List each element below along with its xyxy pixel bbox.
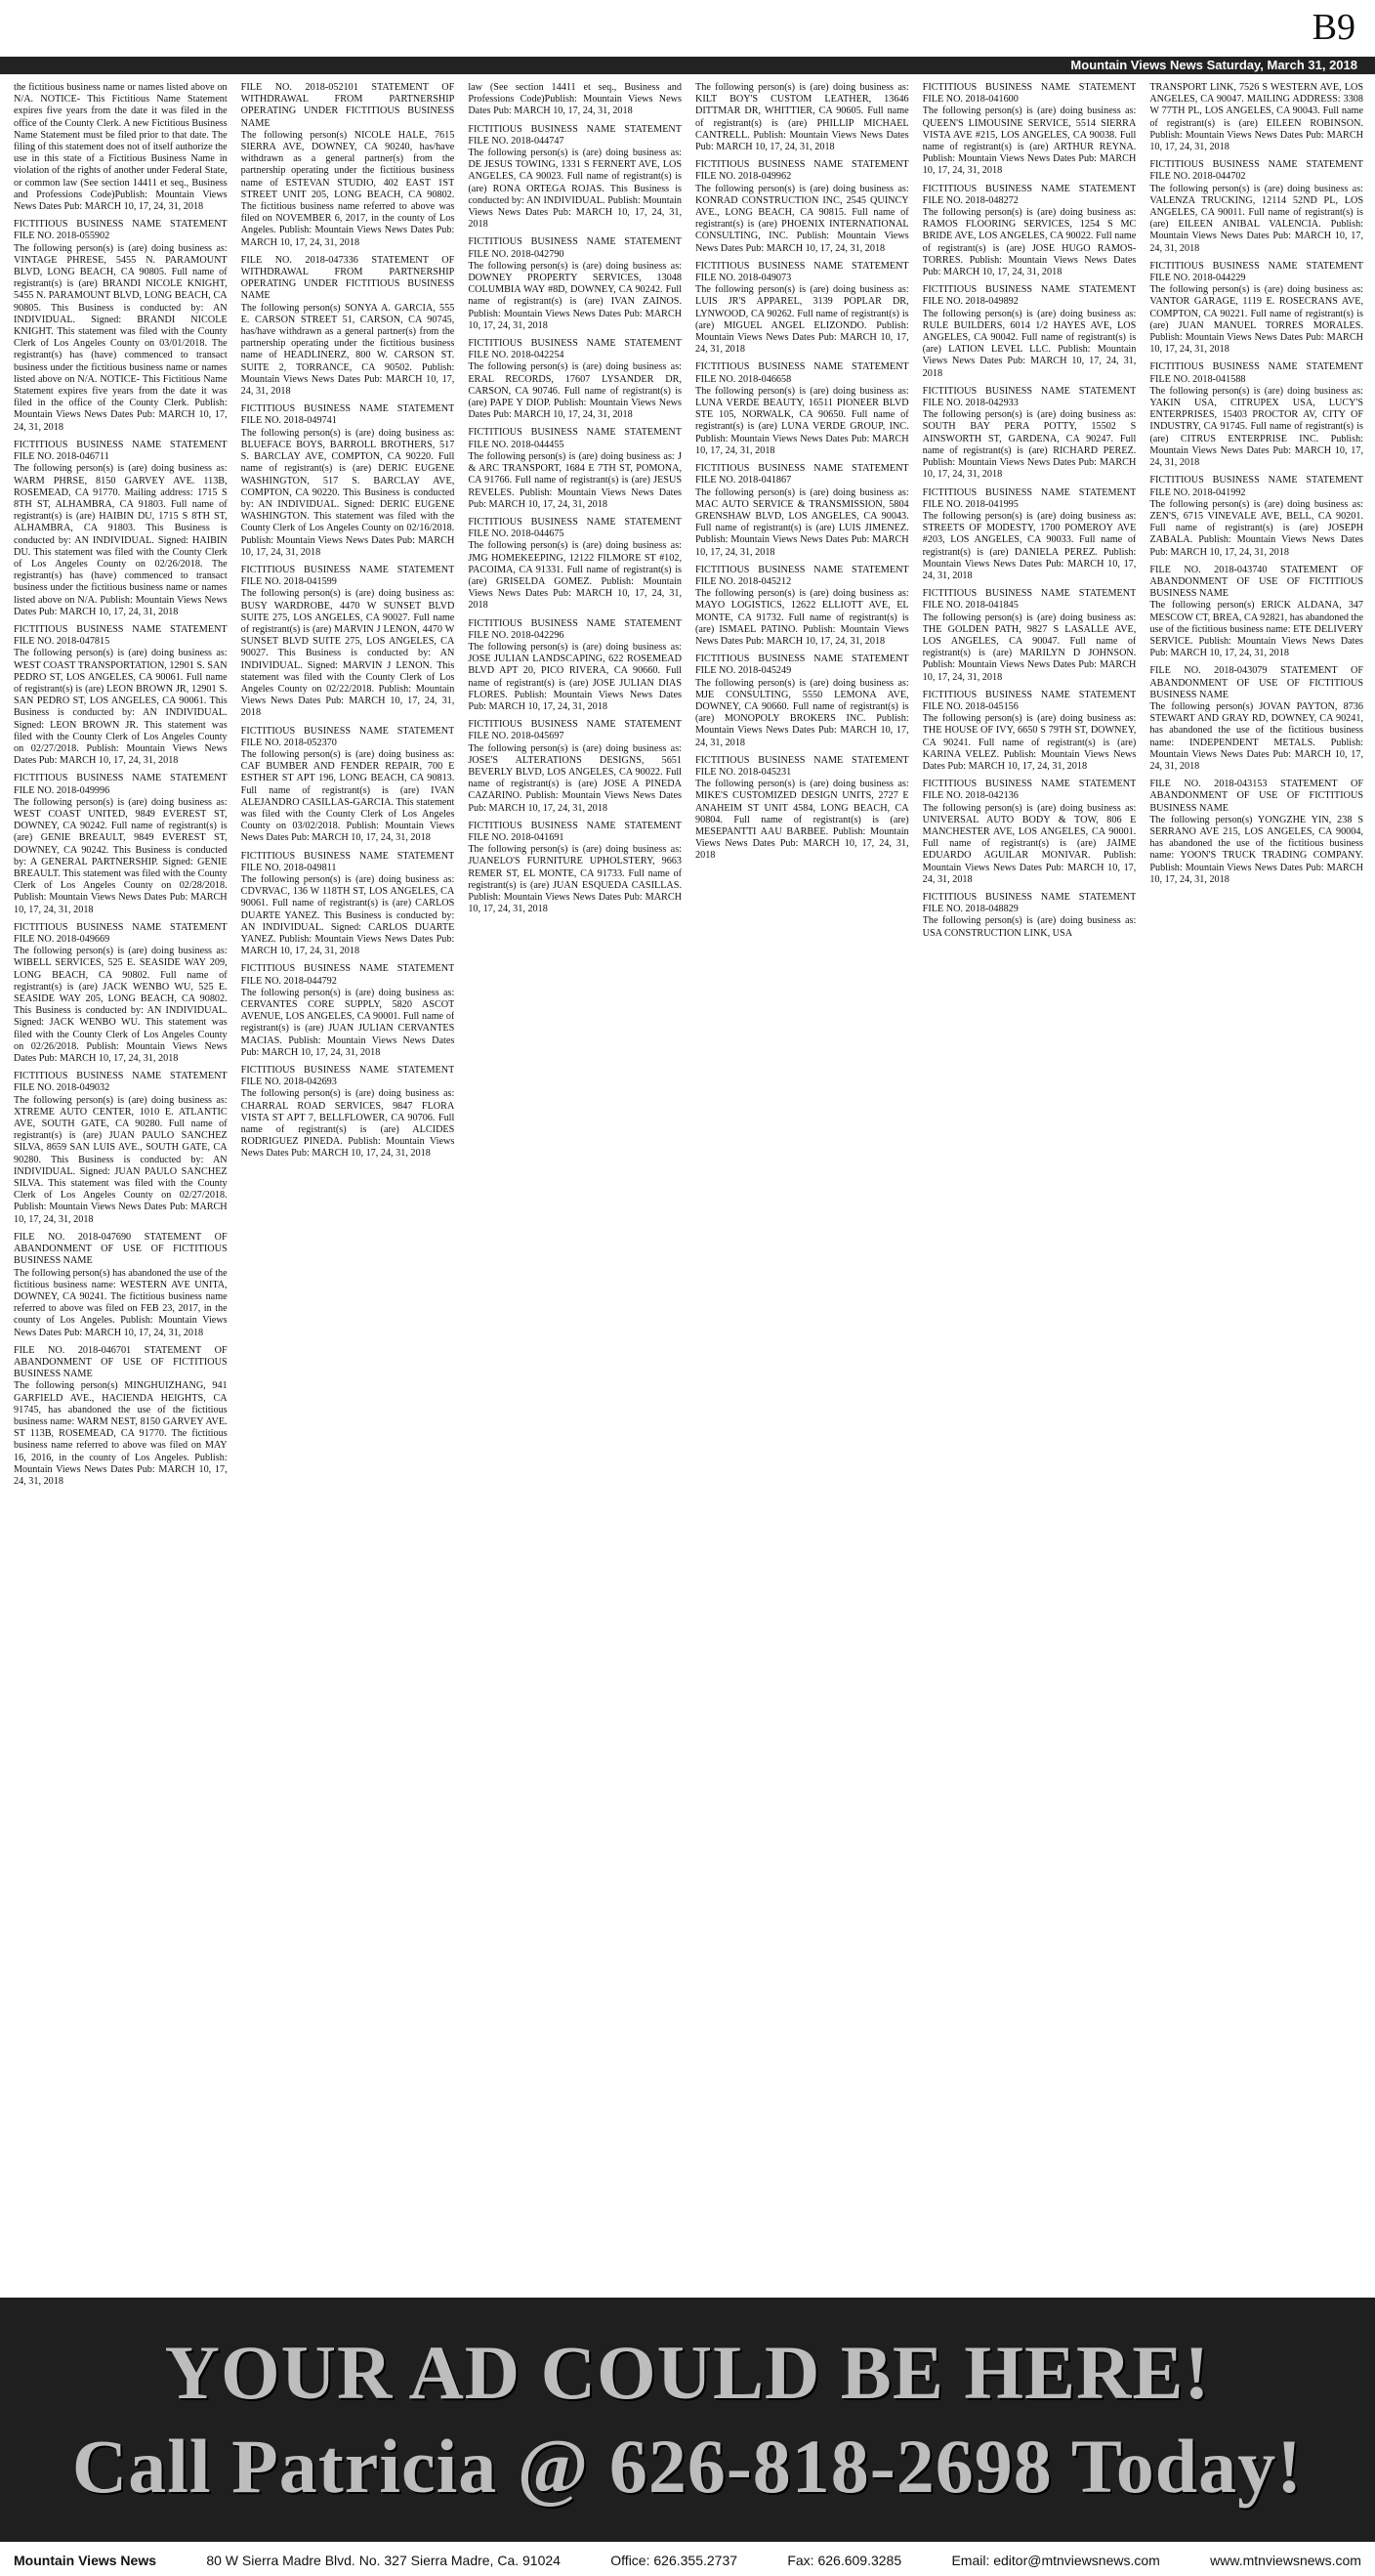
- notice-heading: FICTITIOUS BUSINESS NAME STATEMENT FILE NO. 2018-044747: [468, 123, 682, 147]
- notice-column: [1149, 82, 1363, 2290]
- notice-heading: FICTITIOUS BUSINESS NAME STATEMENT FILE NO. 2018-041599: [240, 564, 455, 588]
- notice-heading: FICTITIOUS BUSINESS NAME STATEMENT FILE NO. 2018-042693: [240, 1065, 455, 1088]
- notice-body: The following person(s) is (are) doing business as: UNIVERSAL AUTO BODY & TOW, 806 E MANCHESTER AVE, LOS ANGELES, CA 90001. Full name of registrant(s) is (are) JAIME EDUARDO AGUILAR MONIVAR. Publish: Mountain Views News Dates Pub: MARCH 10, 17, 24, 31, 2018: [922, 802, 1137, 885]
- legal-notice: [14, 1071, 228, 1226]
- banner-call-to-action: Call Patricia @ 626-818-2698 Today!: [71, 2424, 1304, 2509]
- notice-heading: FICTITIOUS BUSINESS NAME STATEMENT FILE NO. 2018-042296: [468, 617, 682, 641]
- notice-heading: FILE NO. 2018-046701 STATEMENT OF ABANDONMENT OF USE OF FICTITIOUS BUSINESS NAME: [14, 1344, 228, 1380]
- notice-body: The following person(s) is (are) doing business as: MAYO LOGISTICS, 12622 ELLIOTT AVE, EL MONTE, CA 91732. Full name of registrant(s) is (are) ISMAEL PATINO. Publish: Mountain Views News Dates Pub: MARCH 10, 17, 24, 31, 2018: [695, 588, 909, 647]
- notice-body: The following person(s) is (are) doing business as: MJE CONSULTING, 5550 LEMONA AVE, DOWNEY, CA 90660. Full name of registrant(s) is (are) MONOPOLY BROKERS INC. Publish: Mountain Views News Dates Pub: MARCH 10, 17, 24, 31, 2018: [695, 677, 909, 748]
- notice-body: The following person(s) is (are) doing business as: JUANELO'S FURNITURE UPHOLSTERY, 9663 REMER ST, EL MONTE, CA 91733. Full name of registrant(s) is (are) JUAN ESQUEDA CASILLAS. Publish: Mountain Views News Dates Pub: MARCH 10, 17, 24, 31, 2018: [468, 844, 682, 915]
- legal-notice: [1149, 82, 1363, 153]
- legal-notice: [468, 517, 682, 612]
- notice-body: The following person(s) is (are) doing business as: LUNA VERDE BEAUTY, 16511 PIONEER BLVD STE 105, NORWALK, CA 90650. Full name of registrant(s) is (are) LUNA VERDE GROUP, INC. Publish: Mountain Views News Dates Pub: MARCH 10, 17, 24, 31, 2018: [695, 385, 909, 456]
- legal-notice: [241, 255, 455, 398]
- notice-body: The following person(s) is (are) doing business as: CERVANTES CORE SUPPLY, 5820 ASCOT AVENUE, LOS ANGELES, CA 90001. Full name of registrant(s) is (are) JUAN JULIAN CERVANTES MACIAS. Publish: Mountain Views News Dates Pub: MARCH 10, 17, 24, 31, 2018: [240, 987, 455, 1058]
- notice-column: [923, 82, 1137, 2290]
- notice-body: The following person(s) is (are) doing business as: RULE BUILDERS, 6014 1/2 HAYES AVE, LOS ANGELES, CA 90042. Full name of registrant(s) is (are) LATION LEVEL LLC. Publish: Mountain Views News Dates Pub: MARCH 10, 17, 24, 31, 2018: [922, 308, 1137, 379]
- notice-heading: FICTITIOUS BUSINESS NAME STATEMENT FILE NO. 2018-045156: [922, 689, 1137, 712]
- notice-heading: FICTITIOUS BUSINESS NAME STATEMENT FILE NO. 2018-041588: [1149, 361, 1363, 385]
- footer-email[interactable]: Email: editor@mtnviewsnews.com: [951, 2553, 1160, 2568]
- notice-column: [468, 82, 682, 2290]
- notice-body: The following person(s) is (are) doing business as: WEST COAST TRANSPORTATION, 12901 S. SAN PEDRO ST, LOS ANGELES, CA 90061. Full name of registrant(s) is (are) LEON BROWN JR, 12901 S. SAN PEDRO ST, LOS ANGELES, CA 90061. This Business is conducted by: AN INDIVIDUAL. Signed: LEON BROWN JR. This statement was filed with the County Clerk of Los Angeles County on 02/27/2018. Publish: Mountain Views News Dates Pub: MARCH 10, 17, 24, 31, 2018: [14, 648, 228, 767]
- footer-website[interactable]: www.mtnviewsnews.com: [1210, 2553, 1361, 2568]
- legal-notice: [468, 338, 682, 421]
- notice-heading: FICTITIOUS BUSINESS NAME STATEMENT FILE NO. 2018-049996: [14, 773, 228, 796]
- legal-notice: [468, 82, 682, 118]
- legal-notice: [241, 851, 455, 958]
- notice-heading: FICTITIOUS BUSINESS NAME STATEMENT FILE NO. 2018-049073: [695, 260, 909, 284]
- notice-heading: FICTITIOUS BUSINESS NAME STATEMENT FILE NO. 2018-049962: [695, 159, 909, 183]
- date-line: Mountain Views News Saturday, March 31, 2018: [0, 57, 1375, 74]
- notice-heading: FILE NO. 2018-047690 STATEMENT OF ABANDONMENT OF USE OF FICTITIOUS BUSINESS NAME: [14, 1231, 228, 1267]
- notice-body: The following person(s) MINGHUIZHANG, 941 GARFIELD AVE., HACIENDA HEIGHTS, CA 91745, has abandoned the use of the fictitious business name: WARM NEST, 8150 GARVEY AVE. ST 113B, ROSEMEAD, CA 91770. The fictitious business name referred to above was filed on MAY 16, 2016, in the county of Los Angeles. Publish: Mountain Views News Dates Pub: MARCH 10, 17, 24, 31, 2018: [14, 1380, 228, 1487]
- notice-heading: FICTITIOUS BUSINESS NAME STATEMENT FILE NO. 2018-045212: [695, 564, 909, 587]
- notice-body: The following person(s) is (are) doing business as: JOSE JULIAN LANDSCAPING, 622 ROSEMEAD BLVD APT 20, PICO RIVERA, CA 90660. Full name of registrant(s) is (are) JOSE JULIAN DIAS FLORES. Publish: Mountain Views News Dates Pub: MARCH 10, 17, 24, 31, 2018: [468, 641, 682, 712]
- notice-body: The following person(s) is (are) doing business as: WIBELL SERVICES, 525 E. SEASIDE WAY 209, LONG BEACH, CA 90802. Full name of registrant(s) is (are) JACK WENBO WU, 525 E. SEASIDE WAY 205, LONG BEACH, CA 90802. This Business is conducted by: AN INDIVIDUAL. Signed: JACK WENBO WU. This statement was filed with the County Clerk of Los Angeles County on 02/26/2018. Publish: Mountain Views News Dates Pub: MARCH 10, 17, 24, 31, 2018: [14, 946, 228, 1065]
- notice-body: The following person(s) is (are) doing business as: WEST COAST UNITED, 9849 EVEREST ST, DOWNEY, CA 90242. Full name of registrant(s) is (are) GENIE BREAULT, 9849 EVEREST ST, DOWNEY, CA 90242. This Business is conducted by: A GENERAL PARTNERSHIP. Signed: GENIE BREAULT. This statement was filed with the County Clerk of Los Angeles County on 02/28/2018. Publish: Mountain Views News Dates Pub: MARCH 10, 17, 24, 31, 2018: [14, 796, 228, 915]
- legal-notice: [923, 184, 1137, 279]
- legal-notice: [695, 755, 909, 863]
- notice-body: the fictitious business name or names listed above on N/A. NOTICE- This Fictitious Name Statement expires five years from the date it was filed in the office of the County Clerk. A new Fictitious Business Name Statement must be filed prior to that date. The filing of this statement does not of itself authorize the use in this state of a Fictitious Business Name in violation of the rights of another under Federal State, or common law (See section 14411 et seq., Business and Professions Code)Publish: Mountain Views News Dates Pub: MARCH 10, 17, 24, 31, 2018: [14, 82, 228, 213]
- notice-heading: FICTITIOUS BUSINESS NAME STATEMENT FILE NO. 2018-041995: [922, 486, 1137, 510]
- notice-body: The following person(s) is (are) doing business as: LUIS JR'S APPAREL, 3139 POPLAR DR, LYNWOOD, CA 90262. Full name of registrant(s) is (are) MIGUEL ANGEL ELIZONDO. Publish: Mountain Views News Dates Pub: MARCH 10, 17, 24, 31, 2018: [695, 284, 909, 356]
- notice-heading: FICTITIOUS BUSINESS NAME STATEMENT FILE NO. 2018-041992: [1149, 475, 1363, 498]
- notice-body: TRANSPORT LINK, 7526 S WESTERN AVE, LOS ANGELES, CA 90047. MAILING ADDRESS: 3308 W 77TH PL, LOS ANGELES, CA 90043. Full name of registrant(s) is (are) EILEEN ROBINSON. Publish: Mountain Views News Dates Pub: MARCH 10, 17, 24, 31, 2018: [1149, 82, 1363, 153]
- notice-heading: FICTITIOUS BUSINESS NAME STATEMENT FILE NO. 2018-044675: [468, 516, 682, 540]
- notice-heading: FICTITIOUS BUSINESS NAME STATEMENT FILE NO. 2018-042254: [468, 338, 682, 361]
- notice-body: The following person(s) is (are) doing business as: MAC AUTO SERVICE & TRANSMISSION, 5804 GRENSHAW BLVD, LOS ANGELES, CA 90043. Full name of registrant(s) is (are) LUIS JIMENEZ. Publish: Mountain Views News Dates Pub: MARCH 10, 17, 24, 31, 2018: [695, 486, 909, 558]
- legal-notice: [468, 618, 682, 714]
- notice-body: The following person(s) is (are) doing business as: USA CONSTRUCTION LINK, USA: [922, 915, 1137, 939]
- notice-heading: FICTITIOUS BUSINESS NAME STATEMENT FILE NO. 2018-049669: [14, 921, 228, 946]
- notice-heading: FICTITIOUS BUSINESS NAME STATEMENT FILE NO. 2018-042136: [922, 779, 1137, 802]
- notice-body: The following person(s) is (are) doing business as: THE HOUSE OF IVY, 6650 S 79TH ST, DOWNEY, CA 90241. Full name of registrant(s) is (are) KARINA VELEZ. Publish: Mountain Views News Dates Pub: MARCH 10, 17, 24, 31, 2018: [922, 713, 1137, 772]
- legal-notice: [1149, 361, 1363, 469]
- legal-notice: [923, 386, 1137, 482]
- legal-notice: [14, 440, 228, 618]
- notice-heading: FICTITIOUS BUSINESS NAME STATEMENT FILE NO. 2018-045249: [695, 654, 909, 677]
- legal-notice: [695, 361, 909, 457]
- legal-notice: [695, 82, 909, 153]
- legal-notice: [923, 779, 1137, 886]
- legal-notice: [241, 82, 455, 249]
- notice-heading: FICTITIOUS BUSINESS NAME STATEMENT FILE NO. 2018-044792: [240, 963, 455, 987]
- legal-notice: [241, 963, 455, 1059]
- legal-notice: [923, 588, 1137, 684]
- notice-body: The following person(s) is (are) doing business as: STREETS OF MODESTY, 1700 POMEROY AVE #203, LOS ANGELES, CA 90033. Full name of registrant(s) is (are) DANIELA PEREZ. Publish: Mountain Views News Dates Pub: MARCH 10, 17, 24, 31, 2018: [922, 510, 1137, 581]
- notice-body: The following person(s) is (are) doing business as: JMG HOMEKEEPING, 12122 FILMORE ST #102, PACOIMA, CA 91331. Full name of registrant(s) is (are) GRISELDA GOMEZ. Publish: Mountain Views News Dates Pub: MARCH 10, 17, 24, 31, 2018: [468, 540, 682, 612]
- notice-body: The following person(s) is (are) doing business as: DE JESUS TOWING, 1331 S FERNERT AVE, LOS ANGELES, CA 90023. Full name of registrant(s) is (are) RONA ORTEGA ROJAS. This Business is conducted by: AN INDIVIDUAL. Publish: Mountain Views News Dates Pub: MARCH 10, 17, 24, 31, 2018: [468, 148, 682, 231]
- legal-notice: [14, 82, 228, 213]
- footer-publication: Mountain Views News: [14, 2553, 156, 2568]
- legal-notice: [468, 719, 682, 815]
- legal-notice: [241, 403, 455, 559]
- notice-heading: FICTITIOUS BUSINESS NAME STATEMENT FILE NO. 2018-045697: [468, 719, 682, 742]
- notice-body: The following person(s) is (are) doing business as: CHARRAL ROAD SERVICES, 9847 FLORA VISTA ST APT 7, BELLFLOWER, CA 90706. Full name of registrant(s) is (are) ALCIDES RODRIGUEZ PINEDA. Publish: Mountain Views News Dates Pub: MARCH 10, 17, 24, 31, 2018: [240, 1088, 455, 1160]
- legal-notice: [695, 261, 909, 357]
- notice-heading: FICTITIOUS BUSINESS NAME STATEMENT FILE NO. 2018-055902: [14, 219, 228, 242]
- legal-notice: [468, 124, 682, 232]
- page-footer: [0, 2550, 1375, 2571]
- notice-body: The following person(s) is (are) doing business as: WARM PHRSE, 8150 GARVEY AVE. 113B, ROSEMEAD, CA 91770. Mailing address: 1715 S 8TH ST, ALHAMBRA, CA 91803. Full name of registrant(s) is (are) HAIBIN DU, 1715 S 8TH ST, ALHAMBRA, CA 91803. This Business is conducted by: AN INDIVIDUAL. Signed: HAIBIN DU. This statement was filed with the County Clerk of Los Angeles County on 02/26/2018. The registrant(s) has (have) commenced to transact business under the fictitious business name or names listed above on N/A. Publish: Mountain Views News Dates Pub: MARCH 10, 17, 24, 31, 2018: [14, 463, 228, 617]
- legal-notice: [923, 690, 1137, 773]
- notice-heading: FICTITIOUS BUSINESS NAME STATEMENT FILE NO. 2018-042790: [468, 236, 682, 260]
- notice-body: The following person(s) is (are) doing business as: THE GOLDEN PATH, 9827 S LASALLE AVE, LOS ANGELES, CA 90047. Full name of registrant(s) is (are) MARILYN D JOHNSON. Publish: Mountain Views News Dates Pub: MARCH 10, 17, 24, 31, 2018: [922, 612, 1137, 683]
- legal-notice: [1149, 665, 1363, 773]
- notice-heading: FICTITIOUS BUSINESS NAME STATEMENT FILE NO. 2018-041845: [922, 588, 1137, 612]
- notice-heading: FILE NO. 2018-047336 STATEMENT OF WITHDRAWAL FROM PARTNERSHIP OPERATING UNDER FICTITIOUS BUSINESS NAME: [240, 254, 455, 302]
- legal-notice: [468, 236, 682, 332]
- notice-heading: FICTITIOUS BUSINESS NAME STATEMENT FILE NO. 2018-049741: [240, 403, 455, 427]
- notice-heading: FILE NO. 2018-043079 STATEMENT OF ABANDONMENT OF USE OF FICTITIOUS BUSINESS NAME: [1149, 665, 1363, 700]
- notice-body: The following person(s) is (are) doing business as: KILT BOY'S CUSTOM LEATHER, 13646 DITTMAR DR, WHITTIER, CA 90605. Full name of registrant(s) is (are) PHILLIP MICHAEL CANTRELL. Publish: Mountain Views News Dates Pub: MARCH 10, 17, 24, 31, 2018: [695, 82, 909, 153]
- notice-heading: FICTITIOUS BUSINESS NAME STATEMENT FILE NO. 2018-045231: [695, 754, 909, 778]
- legal-notice: [923, 82, 1137, 178]
- legal-notice: [241, 565, 455, 720]
- notice-body: The following person(s) is (are) doing business as: VINTAGE PHRESE, 5455 N. PARAMOUNT BLVD, LONG BEACH, CA 90805. Full name of registrant(s) is (are) BRANDI NICOLE KNIGHT, 5455 N. PARAMOUNT BLVD, LONG BEACH, CA 90805. This Business is conducted by: AN INDIVIDUAL. Signed: BRANDI NICOLE KNIGHT. This statement was filed with the County Clerk of Los Angeles County on 03/01/2018. The registrant(s) has (have) commenced to transact business under the fictitious business name or names listed above on N/A. NOTICE- This Fictitious Name Statement expires five years from the date it was filed in the office of the County Clerk. Publish: Mountain Views News Dates Pub: MARCH 10, 17, 24, 31, 2018: [14, 242, 228, 433]
- notice-heading: FILE NO. 2018-052101 STATEMENT OF WITHDRAWAL FROM PARTNERSHIP OPERATING UNDER FICTITIOUS BUSINESS NAME: [240, 82, 455, 129]
- legal-notice: [468, 821, 682, 916]
- legal-notice: [468, 427, 682, 510]
- notice-heading: FICTITIOUS BUSINESS NAME STATEMENT FILE NO. 2018-041691: [468, 820, 682, 843]
- legal-notice: [695, 159, 909, 255]
- notice-heading: FICTITIOUS BUSINESS NAME STATEMENT FILE NO. 2018-048829: [922, 892, 1137, 915]
- legal-notices-columns: [14, 82, 1363, 2290]
- masthead: [0, 0, 1375, 72]
- legal-notice: [1149, 475, 1363, 558]
- legal-notice: [1149, 159, 1363, 255]
- notice-heading: FICTITIOUS BUSINESS NAME STATEMENT FILE NO. 2018-041867: [695, 463, 909, 486]
- notice-heading: FILE NO. 2018-043153 STATEMENT OF ABANDONMENT OF USE OF FICTITIOUS BUSINESS NAME: [1149, 779, 1363, 814]
- notice-column: [695, 82, 909, 2290]
- legal-notice: [923, 487, 1137, 583]
- footer-office: Office: 626.355.2737: [610, 2553, 738, 2568]
- legal-notice: [1149, 565, 1363, 660]
- legal-notice: [14, 1345, 228, 1488]
- footer-address: 80 W Sierra Madre Blvd. No. 327 Sierra Madre, Ca. 91024: [206, 2553, 561, 2568]
- notice-body: The following person(s) is (are) doing business as: MIKE'S CUSTOMIZED DESIGN UNITS, 2727 E ANAHEIM ST UNIT 4584, LONG BEACH, CA 90804. Full name of registrant(s) is (are) MESEPANTTI AAU BARBEE. Publish: Mountain Views News Dates Pub: MARCH 10, 17, 24, 31, 2018: [695, 779, 909, 862]
- notice-heading: FILE NO. 2018-043740 STATEMENT OF ABANDONMENT OF USE OF FICTITIOUS BUSINESS NAME: [1149, 564, 1363, 600]
- notice-body: The following person(s) is (are) doing business as: DOWNEY PROPERTY SERVICES, 13048 COLUMBIA WAY #8D, DOWNEY, CA 90242. Full name of registrant(s) is (are) IVAN ZAINOS. Publish: Mountain Views News Dates Pub: MARCH 10, 17, 24, 31, 2018: [468, 260, 682, 331]
- notice-body: law (See section 14411 et seq., Business and Professions Code)Publish: Mountain Views News Dates Pub: MARCH 10, 17, 24, 31, 2018: [468, 82, 682, 117]
- footer-fax: Fax: 626.609.3285: [787, 2553, 902, 2568]
- legal-notice: [923, 284, 1137, 380]
- notice-column: [14, 82, 228, 2290]
- notice-heading: FICTITIOUS BUSINESS NAME STATEMENT FILE NO. 2018-049892: [922, 284, 1137, 308]
- notice-body: The following person(s) has abandoned the use of the fictitious business name: WESTERN AVE UNITA, DOWNEY, CA 90241. The fictitious business name referred to above was filed on FEB 23, 2017, in the county of Los Angeles. Publish: Mountain Views News Dates Pub: MARCH 10, 17, 24, 31, 2018: [14, 1267, 228, 1338]
- legal-notice: [1149, 261, 1363, 357]
- banner-headline: YOUR AD COULD BE HERE!: [164, 2330, 1211, 2415]
- notice-body: The following person(s) is (are) doing business as: ZEN'S, 6715 VINEVALE AVE, BELL, CA 90201. Full name of registrant(s) is (are) JOSEPH ZABALA. Publish: Mountain Views News Dates Pub: MARCH 10, 17, 24, 31, 2018: [1149, 498, 1363, 558]
- notice-heading: FICTITIOUS BUSINESS NAME STATEMENT FILE NO. 2018-046711: [14, 439, 228, 463]
- notice-column: [241, 82, 455, 2290]
- notice-heading: FICTITIOUS BUSINESS NAME STATEMENT FILE NO. 2018-052370: [240, 725, 455, 748]
- legal-notice: [14, 922, 228, 1065]
- notice-body: The following person(s) ERICK ALDANA, 347 MESCOW CT, BREA, CA 92821, has abandoned the use of the fictitious business name: ETE DELIVERY SERVICE. Publish: Mountain Views News Dates Pub: MARCH 10, 17, 24, 31, 2018: [1149, 600, 1363, 659]
- notice-body: The following person(s) is (are) doing business as: SOUTH BAY PERA POTTY, 15502 S AINSWORTH ST, GARDENA, CA 90247. Full name of registrant(s) is (are) RICHARD PEREZ. Publish: Mountain Views News Dates Pub: MARCH 10, 17, 24, 31, 2018: [922, 409, 1137, 481]
- legal-notice: [923, 892, 1137, 940]
- notice-body: The following person(s) is (are) doing business as: XTREME AUTO CENTER, 1010 E. ATLANTIC AVE, SOUTH GATE, CA 90280. Full name of registrant(s) is (are) JUAN PAULO SANCHEZ SILVA, 8659 SAN LUIS AVE., SOUTH GATE, CA 90280. This Business is conducted by: AN INDIVIDUAL. Signed: JUAN PAULO SANCHEZ SILVA. This statement was filed with the County Clerk of Los Angeles County on 02/27/2018. Publish: Mountain Views News Dates Pub: MARCH 10, 17, 24, 31, 2018: [14, 1094, 228, 1225]
- notice-body: The following person(s) is (are) doing business as: ERAL RECORDS, 17607 LYSANDER DR, CARSON, CA 90746. Full name of registrant(s) is (are) PAPE Y DIOP. Publish: Mountain Views News Dates Pub: MARCH 10, 17, 24, 31, 2018: [468, 361, 682, 421]
- notice-heading: FICTITIOUS BUSINESS NAME STATEMENT FILE NO. 2018-042933: [922, 385, 1137, 409]
- notice-heading: FICTITIOUS BUSINESS NAME STATEMENT FILE NO. 2018-048272: [922, 183, 1137, 206]
- notice-body: The following person(s) is (are) doing business as: YAKIN USA, CITRUPEX USA, LUCY'S ENTERPRISES, 15403 PROCTOR AV, CITY OF INDUSTRY, CA 91745. Full name of registrant(s) is (are) CITRUS ENTERPRISE INC. Publish: Mountain Views News Dates Pub: MARCH 10, 17, 24, 31, 2018: [1149, 385, 1363, 469]
- legal-notice: [695, 565, 909, 648]
- legal-notice: [14, 219, 228, 434]
- notice-body: The following person(s) is (are) doing business as: J & ARC TRANSPORT, 1684 E 7TH ST, POMONA, CA 91766. Full name of registrant(s) is (are) JESUS REVELES. Publish: Mountain Views News Dates Pub: MARCH 10, 17, 24, 31, 2018: [468, 450, 682, 510]
- notice-body: The following person(s) NICOLE HALE, 7615 SIERRA AVE, DOWNEY, CA 90240, has/have withdrawn as a general partner(s) from the partnership operating under the fictitious business name of ESTEVAN STUDIO, 402 EAST 1ST STREET UNIT 205, LONG BEACH, CA 90802. The fictitious business name referred to above was filed on NOVEMBER 6, 2017, in the county of Los Angeles. Publish: Mountain Views News Dates Pub: MARCH 10, 17, 24, 31, 2018: [240, 129, 455, 248]
- notice-body: The following person(s) is (are) doing business as: QUEEN'S LIMOUSINE SERVICE, 5514 SIERRA VISTA AVE #215, LOS ANGELES, CA 90038. Full name of registrant(s) is (are) ARTHUR REYNA. Publish: Mountain Views News Dates Pub: MARCH 10, 17, 24, 31, 2018: [922, 106, 1137, 177]
- notice-body: The following person(s) is (are) doing business as: RAMOS FLOORING SERVICES, 1254 S MC BRIDE AVE, LOS ANGELES, CA 90022. Full name of registrant(s) is (are) JOSE HUGO RAMOS-TORRES. Publish: Mountain Views News Dates Pub: MARCH 10, 17, 24, 31, 2018: [922, 207, 1137, 278]
- notice-body: The following person(s) is (are) doing business as: BLUEFACE BOYS, BARROLL BROTHERS, 517 S. BARCLAY AVE, COMPTON, CA 90220. Full name of registrant(s) is (are) DERIC EUGENE WASHINGTON, 517 S. BARCLAY AVE, COMPTON, CA 90220. This Business is conducted by: AN INDIVIDUAL. Signed: DERIC EUGENE WASHINGTON. This statement was filed with the County Clerk of Los Angeles County on 02/16/2018. Publish: Mountain Views News Dates Pub: MARCH 10, 17, 24, 31, 2018: [240, 427, 455, 558]
- page-number: B9: [1312, 7, 1355, 48]
- legal-notice: [241, 726, 455, 845]
- notice-body: The following person(s) is (are) doing business as: VANTOR GARAGE, 1119 E. ROSECRANS AVE, COMPTON, CA 90221. Full name of registrant(s) is (are) JUAN MANUEL TORRES MORALES. Publish: Mountain Views News Dates Pub: MARCH 10, 17, 24, 31, 2018: [1149, 284, 1363, 356]
- legal-notice: [14, 773, 228, 915]
- notice-body: The following person(s) YONGZHE YIN, 238 S SERRANO AVE 215, LOS ANGELES, CA 90004, has abandoned the use of the fictitious business name: YOON'S TRUCK TRADING COMPANY. Publish: Mountain Views News Dates Pub: MARCH 10, 17, 24, 31, 2018: [1149, 814, 1363, 885]
- legal-notice: [14, 1232, 228, 1339]
- notice-body: The following person(s) is (are) doing business as: VALENZA TRUCKING, 12114 52ND PL, LOS ANGELES, CA 90011. Full name of registrant(s) is (are) EILEEN ANIBAL VALENCIA. Publish: Mountain Views News Dates Pub: MARCH 10, 17, 24, 31, 2018: [1149, 183, 1363, 254]
- ad-banner: [0, 2298, 1375, 2542]
- notice-heading: FICTITIOUS BUSINESS NAME STATEMENT FILE NO. 2018-049811: [240, 850, 455, 873]
- notice-heading: FICTITIOUS BUSINESS NAME STATEMENT FILE NO. 2018-044455: [468, 427, 682, 450]
- notice-heading: FICTITIOUS BUSINESS NAME STATEMENT FILE NO. 2018-049032: [14, 1071, 228, 1094]
- notice-body: The following person(s) is (are) doing business as: CDVRVAC, 136 W 118TH ST, LOS ANGELES, CA 90061. Full name of registrant(s) is (are) CARLOS DUARTE YANEZ. This Business is conducted by: AN INDIVIDUAL. Signed: CARLOS DUARTE YANEZ. Publish: Mountain Views News Dates Pub: MARCH 10, 17, 24, 31, 2018: [240, 874, 455, 957]
- notice-body: The following person(s) is (are) doing business as: BUSY WARDROBE, 4470 W SUNSET BLVD SUITE 275, LOS ANGELES, CA 90027. Full name of registrant(s) is (are) MARVIN J LENON, 4470 W SUNSET BLVD SUITE 275, LOS ANGELES, CA 90027. This Business is conducted by: AN INDIVIDUAL. Signed: MARVIN J LENON. This statement was filed with the County Clerk of Los Angeles County on 02/22/2018. Publish: Mountain Views News Dates Pub: MARCH 10, 17, 24, 31, 2018: [240, 588, 455, 719]
- legal-notice: [1149, 779, 1363, 886]
- notice-heading: FICTITIOUS BUSINESS NAME STATEMENT FILE NO. 2018-044229: [1149, 260, 1363, 284]
- notice-body: The following person(s) JOVAN PAYTON, 8736 STEWART AND GRAY RD, DOWNEY, CA 90241, has abandoned the use of the fictitious business name: INDEPENDENT METALS. Publish: Mountain Views News Dates Pub: MARCH 10, 17, 24, 31, 2018: [1149, 700, 1363, 772]
- legal-notice: [695, 654, 909, 749]
- legal-notice: [241, 1065, 455, 1161]
- notice-heading: FICTITIOUS BUSINESS NAME STATEMENT FILE NO. 2018-041600: [922, 82, 1137, 106]
- notice-heading: FICTITIOUS BUSINESS NAME STATEMENT FILE NO. 2018-046658: [695, 361, 909, 385]
- notice-body: The following person(s) is (are) doing business as: KONRAD CONSTRUCTION INC, 2545 QUINCY AVE., LONG BEACH, CA 90815. Full name of registrant(s) is (are) PHOENIX INTERNATIONAL CONSULTING, INC. Publish: Mountain Views News Dates Pub: MARCH 10, 17, 24, 31, 2018: [695, 183, 909, 254]
- notice-heading: FICTITIOUS BUSINESS NAME STATEMENT FILE NO. 2018-044702: [1149, 159, 1363, 183]
- legal-notice: [695, 463, 909, 559]
- notice-body: The following person(s) SONYA A. GARCIA, 555 E. CARSON STREET 51, CARSON, CA 90745, has/have withdrawn as a general partner(s) from the partnership operating under the fictitious business name of HEADLINERZ, 800 W. CARSON ST. SUITE 2, TORRANCE, CA 90502. Publish: Mountain Views News Dates Pub: MARCH 10, 17, 24, 31, 2018: [240, 302, 455, 398]
- notice-body: The following person(s) is (are) doing business as: CAF BUMBER AND FENDER REPAIR, 700 E ESTHER ST APT 196, LONG BEACH, CA 90813. Full name of registrant(s) is (are) IVAN ALEJANDRO CASILLAS-GARCIA. This statement was filed with the County Clerk of Los Angeles County on 03/02/2018. Publish: Mountain Views News Dates Pub: MARCH 10, 17, 24, 31, 2018: [240, 748, 455, 844]
- notice-body: The following person(s) is (are) doing business as: JOSE'S ALTERATIONS DESIGNS, 5651 BEVERLY BLVD, LOS ANGELES, CA 90022. Full name of registrant(s) is (are) JOSE A PINEDA CAZARINO. Publish: Mountain Views News Dates Pub: MARCH 10, 17, 24, 31, 2018: [468, 742, 682, 814]
- notice-heading: FICTITIOUS BUSINESS NAME STATEMENT FILE NO. 2018-047815: [14, 623, 228, 648]
- legal-notice: [14, 624, 228, 767]
